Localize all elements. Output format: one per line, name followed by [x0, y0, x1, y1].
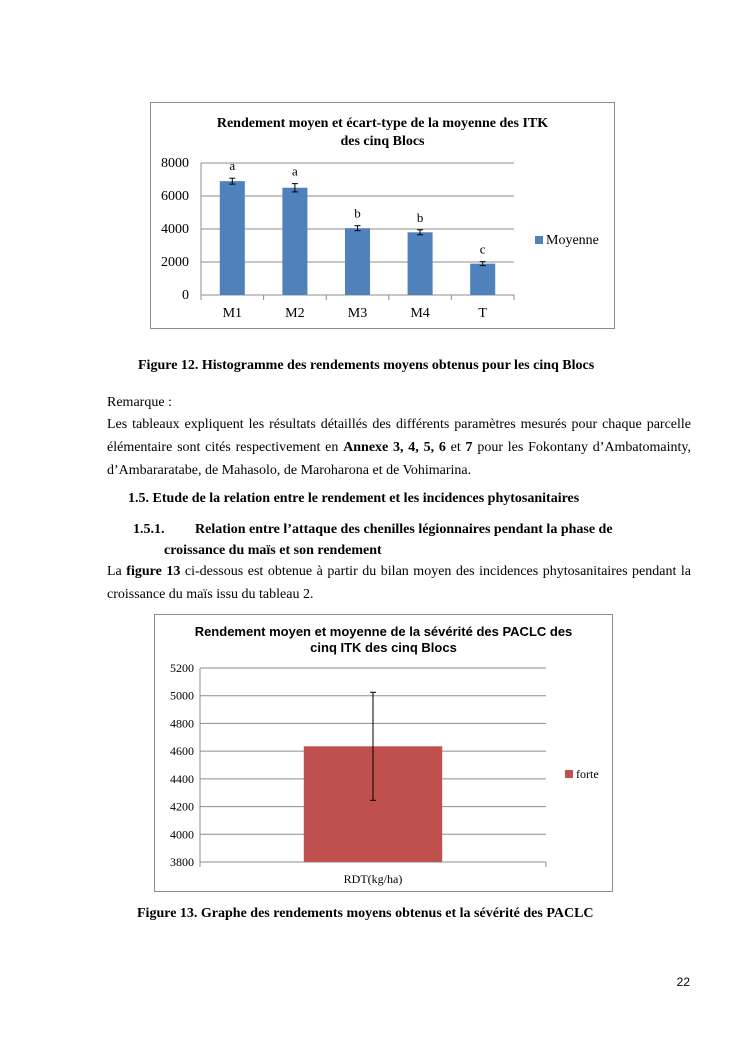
chart-1-category-label: M4 — [410, 306, 430, 321]
chart-1-y-tick-label: 0 — [182, 288, 189, 303]
chart-2-legend-label: forte — [576, 767, 599, 781]
chart-1-category-label: T — [478, 306, 487, 321]
chart-1-legend-label: Moyenne — [546, 233, 599, 248]
chart-2-y-tick-label: 5200 — [170, 661, 194, 675]
chart-1-bar — [408, 232, 433, 295]
remarque-label: Remarque : — [107, 395, 172, 410]
chart-1-title-line-1: Rendement moyen et écart-type de la moyenne des ITK — [216, 116, 549, 131]
section-heading-1-5: 1.5. Etude de la relation entre le rendement et les incidences phytosanitaires — [128, 491, 580, 506]
chart-1-y-tick-label: 4000 — [161, 222, 189, 237]
chart-1-y-tick-label: 6000 — [161, 189, 189, 204]
chart-1-title-line-2: des cinq Blocs — [340, 134, 425, 149]
chart-1-significance-letter: b — [416, 209, 424, 225]
chart-1-significance-letter: a — [292, 163, 298, 179]
chart-1-category-label: M2 — [285, 306, 305, 321]
paragraph-annexes — [107, 413, 691, 482]
chart-2-frame — [154, 614, 613, 892]
paragraph-figure-13-end: ci-dessous est obtenue à partir du bilan moyen des incidences phytosanitaires pendant la croissance du maïs issu du tableau 2. — [107, 564, 691, 602]
chart-2-y-tick-label: 4600 — [170, 744, 194, 759]
chart-2-title-line-1: Rendement moyen et moyenne de la sévérité des PACLC des — [194, 624, 573, 639]
paragraph-figure-13-bold: figure 13 — [126, 564, 181, 579]
chart-1-significance-letter: c — [479, 241, 486, 257]
chart-1-svg — [151, 103, 614, 328]
chart-2-y-tick-label: 5000 — [170, 688, 194, 703]
chart-2-y-tick-label: 4800 — [170, 716, 194, 731]
paragraph-figure-13 — [107, 560, 691, 606]
chart-2-legend-swatch — [565, 770, 573, 778]
section-heading-1-5-1-line-1: Relation entre l’attaque des chenilles légionnaires pendant la phase de — [195, 522, 613, 537]
paragraph-annexes-and: et — [445, 440, 466, 455]
chart-2-y-tick-label: 4200 — [170, 799, 194, 814]
chart-1-frame — [150, 102, 615, 329]
chart-1-bar — [470, 264, 495, 295]
chart-1-y-tick-label: 2000 — [161, 255, 189, 270]
section-heading-1-5-1-number: 1.5.1. — [133, 522, 165, 537]
page-number: 22 — [676, 975, 690, 989]
paragraph-annexes-start: Les tableaux expliquent les résultats détaillés des différents paramètres mesurés pour chaque parcelle élémentaire sont cités respectivement en — [107, 417, 691, 455]
figure-13-caption: Figure 13. Graphe des rendements moyens obtenus et la sévérité des PACLC — [137, 906, 594, 921]
chart-1-legend-swatch — [535, 236, 543, 244]
chart-2-y-tick-label: 4000 — [170, 827, 194, 842]
chart-1-bar — [282, 188, 307, 295]
chart-2-y-tick-label: 3800 — [170, 855, 194, 869]
figure-12-caption: Figure 12. Histogramme des rendements moyens obtenus pour les cinq Blocs — [138, 358, 595, 373]
chart-1-category-label: M1 — [222, 306, 243, 321]
chart-1-bar — [345, 228, 370, 295]
paragraph-annexes-bold-2: 7 — [465, 440, 473, 455]
section-heading-1-5-1-line-2: croissance du maïs et son rendement — [164, 543, 382, 558]
chart-1-significance-letter: a — [229, 158, 236, 174]
paragraph-figure-13-start: La — [107, 564, 127, 579]
chart-2-title-line-2: cinq ITK des cinq Blocs — [310, 640, 457, 655]
chart-1-category-label: M3 — [347, 306, 368, 321]
chart-1-bar — [220, 181, 245, 295]
chart-2-category-label: RDT(kg/ha) — [343, 872, 403, 886]
paragraph-annexes-bold: Annexe 3, 4, 5, 6 — [343, 440, 446, 455]
paragraph-annexes-end: pour les Fokontany d’Ambatomainty, d’Ambararatabe, de Mahasolo, de Maroharona et de Vohimarina. — [107, 440, 692, 478]
chart-1-significance-letter: b — [354, 205, 361, 221]
chart-2-y-tick-label: 4400 — [170, 771, 194, 786]
chart-1-y-tick-label: 8000 — [161, 156, 189, 171]
chart-2-svg — [155, 615, 612, 891]
